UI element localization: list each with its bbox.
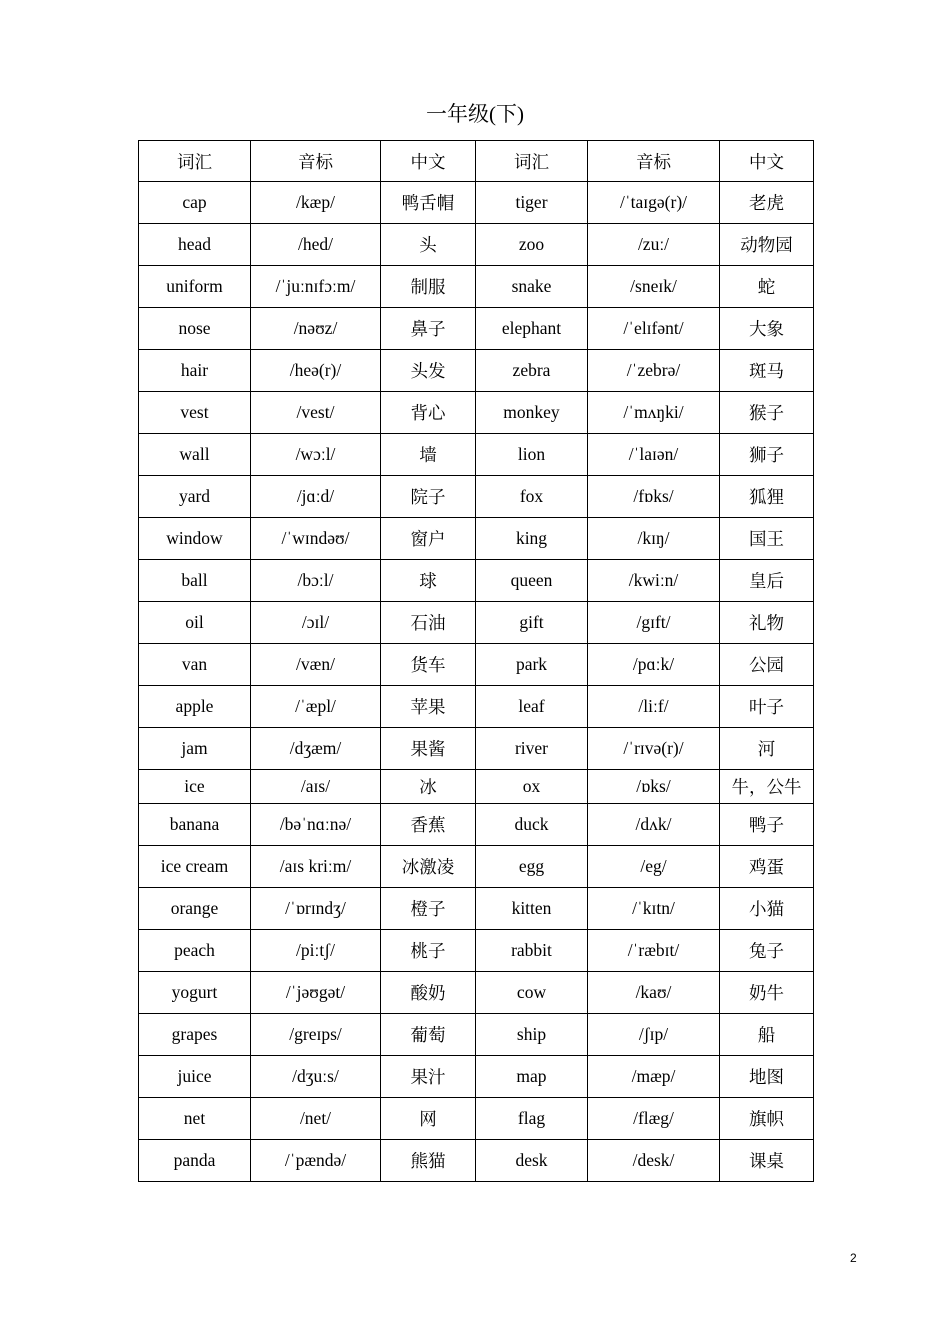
cell-phonetic: /heə(r)/ [251,350,381,392]
cell-phonetic: /ˈjuːnɪfɔːm/ [251,266,381,308]
cell-phonetic: /ˈzebrə/ [588,350,720,392]
cell-chinese: 院子 [381,476,476,518]
cell-word: yogurt [139,972,251,1014]
cell-phonetic: /desk/ [588,1140,720,1182]
cell-phonetic: /ˈtaɪgə(r)/ [588,182,720,224]
cell-word: park [476,644,588,686]
cell-word: egg [476,846,588,888]
cell-chinese: 头发 [381,350,476,392]
cell-chinese: 网 [381,1098,476,1140]
cell-phonetic: /ˈmʌŋki/ [588,392,720,434]
cell-phonetic: /ˈpændə/ [251,1140,381,1182]
cell-word: banana [139,804,251,846]
table-row [139,224,814,266]
cell-chinese: 奶牛 [720,972,814,1014]
cell-phonetic: /dʒuːs/ [251,1056,381,1098]
cell-word: desk [476,1140,588,1182]
cell-word: net [139,1098,251,1140]
cell-chinese: 香蕉 [381,804,476,846]
cell-chinese: 猴子 [720,392,814,434]
cell-phonetic: /flæg/ [588,1098,720,1140]
cell-chinese: 熊猫 [381,1140,476,1182]
cell-word: gift [476,602,588,644]
cell-chinese: 课桌 [720,1140,814,1182]
cell-word: fox [476,476,588,518]
table-row [139,1056,814,1098]
cell-phonetic: /wɔːl/ [251,434,381,476]
cell-word: juice [139,1056,251,1098]
table-row [139,1098,814,1140]
cell-word: zoo [476,224,588,266]
cell-phonetic: /aɪs kriːm/ [251,846,381,888]
header-phonetic: 音标 [588,141,720,182]
cell-word: uniform [139,266,251,308]
cell-word: elephant [476,308,588,350]
cell-phonetic: /ˈjəʊgət/ [251,972,381,1014]
cell-word: cap [139,182,251,224]
cell-chinese: 窗户 [381,518,476,560]
cell-chinese: 老虎 [720,182,814,224]
cell-word: grapes [139,1014,251,1056]
cell-chinese: 狮子 [720,434,814,476]
cell-chinese: 旗帜 [720,1098,814,1140]
cell-phonetic: /kæp/ [251,182,381,224]
table-row [139,350,814,392]
cell-word: nose [139,308,251,350]
cell-phonetic: /bɔːl/ [251,560,381,602]
cell-word: van [139,644,251,686]
table-row [139,972,814,1014]
table-row [139,308,814,350]
cell-word: oil [139,602,251,644]
cell-chinese: 葡萄 [381,1014,476,1056]
cell-chinese: 鼻子 [381,308,476,350]
header-word: 词汇 [139,141,251,182]
cell-word: queen [476,560,588,602]
cell-phonetic: /kwiːn/ [588,560,720,602]
header-word: 词汇 [476,141,588,182]
table-row [139,846,814,888]
cell-phonetic: /dʌk/ [588,804,720,846]
cell-phonetic: /gɪft/ [588,602,720,644]
cell-word: jam [139,728,251,770]
cell-chinese: 斑马 [720,350,814,392]
table-row [139,602,814,644]
cell-phonetic: /aɪs/ [251,770,381,804]
cell-chinese: 狐狸 [720,476,814,518]
cell-word: head [139,224,251,266]
cell-phonetic: /net/ [251,1098,381,1140]
table-header-row [139,141,814,182]
cell-word: ice [139,770,251,804]
cell-phonetic: /greɪps/ [251,1014,381,1056]
cell-phonetic: /ˈlaɪən/ [588,434,720,476]
cell-chinese: 酸奶 [381,972,476,1014]
header-chinese: 中文 [381,141,476,182]
cell-word: zebra [476,350,588,392]
cell-word: orange [139,888,251,930]
cell-chinese: 石油 [381,602,476,644]
cell-word: leaf [476,686,588,728]
cell-phonetic: /zuː/ [588,224,720,266]
cell-chinese: 叶子 [720,686,814,728]
cell-phonetic: /ɒks/ [588,770,720,804]
cell-chinese: 鸡蛋 [720,846,814,888]
table-row [139,930,814,972]
cell-word: ice cream [139,846,251,888]
cell-phonetic: /ˈɒrɪndʒ/ [251,888,381,930]
cell-word: cow [476,972,588,1014]
table-row [139,266,814,308]
table-row [139,518,814,560]
cell-chinese: 牛，公牛 [720,770,814,804]
cell-chinese: 背心 [381,392,476,434]
table-row [139,770,814,804]
cell-chinese: 船 [720,1014,814,1056]
cell-phonetic: /ˈæpl/ [251,686,381,728]
table-row [139,888,814,930]
cell-word: ox [476,770,588,804]
cell-chinese: 橙子 [381,888,476,930]
cell-word: snake [476,266,588,308]
cell-chinese: 制服 [381,266,476,308]
cell-phonetic: /ˈkɪtn/ [588,888,720,930]
cell-chinese: 皇后 [720,560,814,602]
cell-phonetic: /ɔɪl/ [251,602,381,644]
cell-chinese: 果酱 [381,728,476,770]
cell-chinese: 鸭舌帽 [381,182,476,224]
page-title: 一年级(下) [426,102,524,126]
table-row [139,182,814,224]
cell-word: king [476,518,588,560]
cell-word: tiger [476,182,588,224]
cell-chinese: 墙 [381,434,476,476]
cell-word: yard [139,476,251,518]
cell-phonetic: /ʃɪp/ [588,1014,720,1056]
cell-word: window [139,518,251,560]
cell-chinese: 桃子 [381,930,476,972]
cell-phonetic: /vest/ [251,392,381,434]
cell-chinese: 冰 [381,770,476,804]
table-row [139,728,814,770]
cell-phonetic: /nəʊz/ [251,308,381,350]
cell-word: kitten [476,888,588,930]
cell-phonetic: /ˈræbɪt/ [588,930,720,972]
vocabulary-table [138,140,814,1182]
cell-phonetic: /piːtʃ/ [251,930,381,972]
cell-chinese: 头 [381,224,476,266]
cell-phonetic: /kɪŋ/ [588,518,720,560]
cell-word: hair [139,350,251,392]
cell-word: wall [139,434,251,476]
cell-word: vest [139,392,251,434]
cell-chinese: 国王 [720,518,814,560]
table-row [139,1140,814,1182]
table-row [139,392,814,434]
cell-phonetic: /liːf/ [588,686,720,728]
cell-phonetic: /dʒæm/ [251,728,381,770]
cell-chinese: 礼物 [720,602,814,644]
cell-phonetic: /ˈrɪvə(r)/ [588,728,720,770]
cell-word: river [476,728,588,770]
cell-chinese: 苹果 [381,686,476,728]
cell-word: lion [476,434,588,476]
cell-phonetic: /hed/ [251,224,381,266]
cell-word: rabbit [476,930,588,972]
cell-word: ship [476,1014,588,1056]
table-row [139,804,814,846]
cell-word: apple [139,686,251,728]
cell-chinese: 果汁 [381,1056,476,1098]
cell-phonetic: /sneɪk/ [588,266,720,308]
cell-word: peach [139,930,251,972]
cell-phonetic: /bəˈnɑːnə/ [251,804,381,846]
cell-word: ball [139,560,251,602]
table-row [139,644,814,686]
cell-chinese: 动物园 [720,224,814,266]
header-phonetic: 音标 [251,141,381,182]
cell-word: map [476,1056,588,1098]
cell-word: monkey [476,392,588,434]
cell-phonetic: /ˈelɪfənt/ [588,308,720,350]
cell-phonetic: /fɒks/ [588,476,720,518]
cell-chinese: 冰激凌 [381,846,476,888]
cell-chinese: 大象 [720,308,814,350]
cell-phonetic: /mæp/ [588,1056,720,1098]
table-row [139,560,814,602]
cell-chinese: 公园 [720,644,814,686]
cell-chinese: 地图 [720,1056,814,1098]
table-row [139,476,814,518]
cell-chinese: 鸭子 [720,804,814,846]
cell-phonetic: /væn/ [251,644,381,686]
cell-word: duck [476,804,588,846]
cell-phonetic: /eg/ [588,846,720,888]
cell-chinese: 货车 [381,644,476,686]
table-row [139,1014,814,1056]
cell-phonetic: /kaʊ/ [588,972,720,1014]
cell-word: panda [139,1140,251,1182]
cell-phonetic: /pɑːk/ [588,644,720,686]
cell-phonetic: /jɑːd/ [251,476,381,518]
table-row [139,434,814,476]
cell-chinese: 蛇 [720,266,814,308]
table-row [139,686,814,728]
cell-chinese: 小猫 [720,888,814,930]
cell-chinese: 球 [381,560,476,602]
cell-phonetic: /ˈwɪndəʊ/ [251,518,381,560]
cell-chinese: 河 [720,728,814,770]
header-chinese: 中文 [720,141,814,182]
cell-word: flag [476,1098,588,1140]
page-number: 2 [850,1251,857,1265]
cell-chinese: 兔子 [720,930,814,972]
